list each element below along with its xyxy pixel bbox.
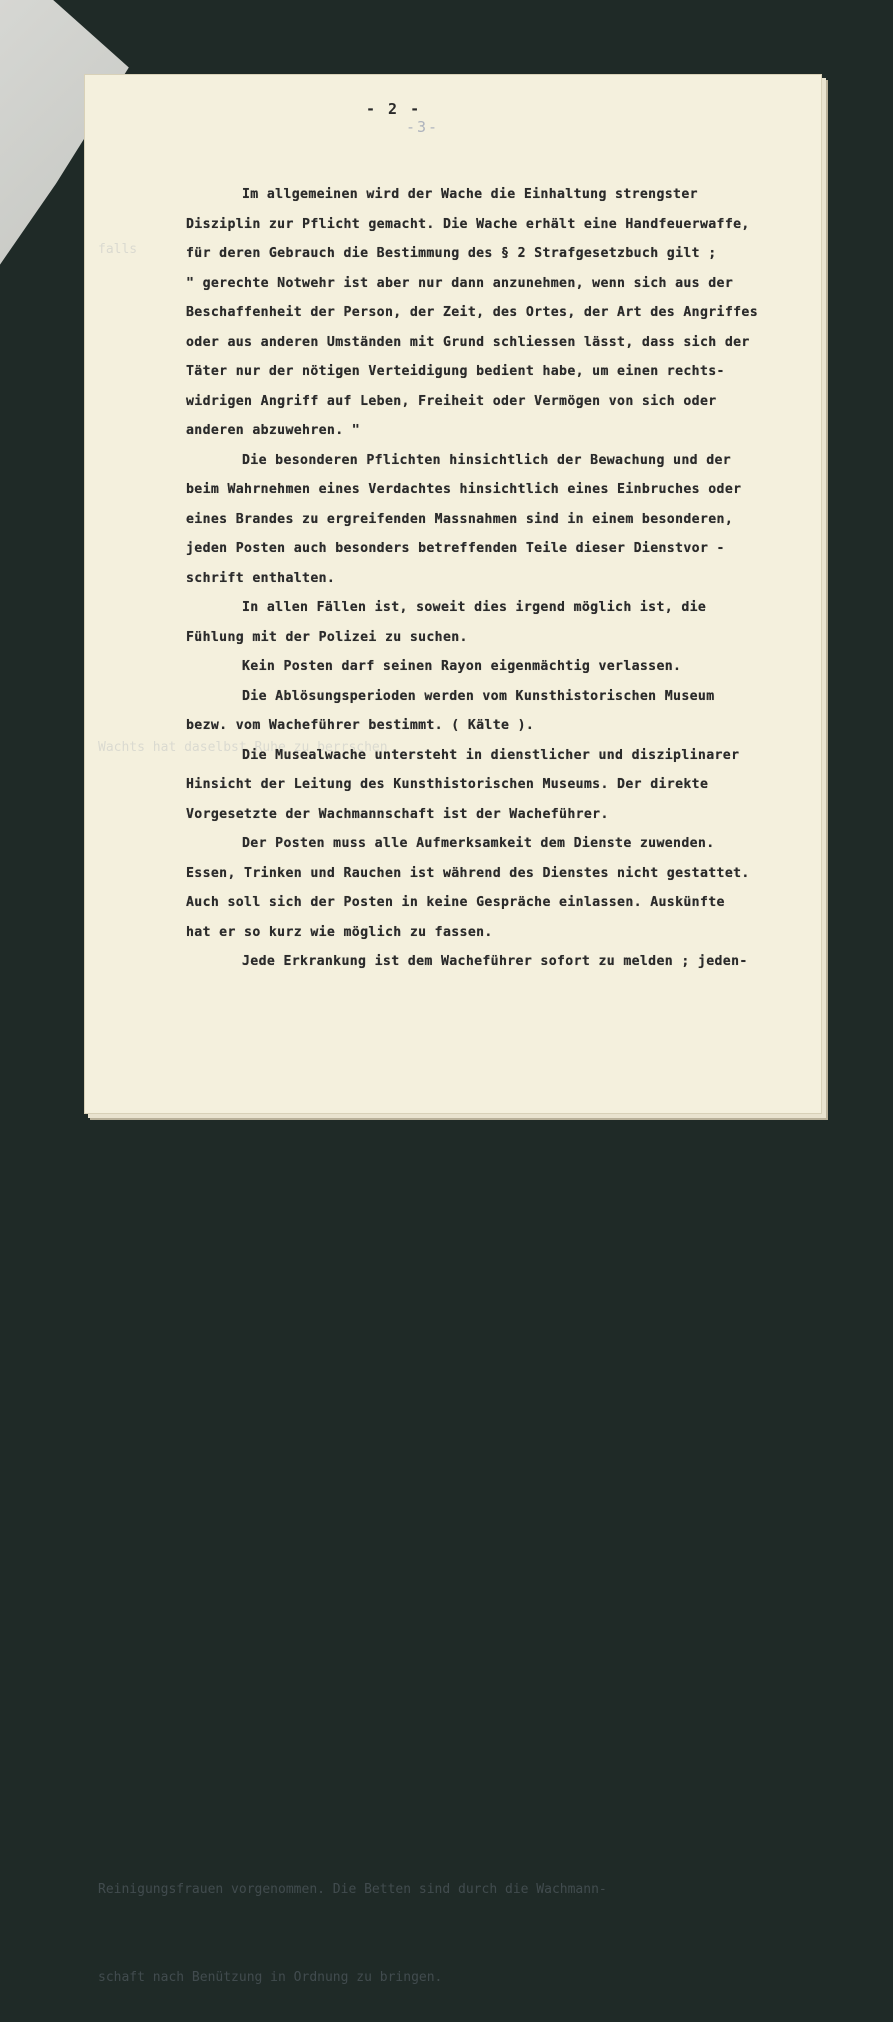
text-line: Im allgemeinen wird der Wache die Einhaltung strengster [242, 187, 698, 202]
text-line: jeden Posten auch besonders betreffenden Teile dieser Dienstvor - [186, 541, 725, 556]
text-line: bezw. vom Wacheführer bestimmt. ( Kälte ). [186, 718, 535, 733]
text-line: hat er so kurz wie möglich zu fassen. [186, 924, 493, 940]
text-line: Fühlung mit der Polizei zu suchen. [186, 629, 468, 645]
text-line: schrift enthalten. [186, 570, 336, 586]
ghost-page-number: -3- [406, 118, 440, 136]
ghost-line-27: Reinigungsfrauen vorgenommen. Die Betten sind durch die Wachmann- [98, 1882, 607, 1898]
text-line: oder aus anderen Umständen mit Grund schliessen lässt, dass sich der [186, 334, 750, 350]
ghost-line-28: schaft nach Benützung in Ordnung zu bringen. [98, 1970, 443, 1986]
text-line: Die Musealwache untersteht in dienstlicher und disziplinarer [242, 747, 740, 763]
text-line: In allen Fällen ist, soweit dies irgend möglich ist, die [242, 600, 707, 615]
text-line: Vorgesetzte der Wachmannschaft ist der Wacheführer. [186, 806, 609, 822]
text-line: " gerechte Notwehr ist aber nur dann anzunehmen, wenn sich aus der [186, 275, 734, 291]
text-line: für deren Gebrauch die Bestimmung des § 2 Strafgesetzbuch gilt ; [186, 246, 717, 261]
page-number: - 2 - [366, 100, 422, 118]
text-line: Der Posten muss alle Aufmerksamkeit dem Dienste zuwenden. [242, 836, 715, 851]
text-line: Beschaffenheit der Person, der Zeit, des Ortes, der Art des Angriffes [186, 305, 758, 320]
text-line: Die besonderen Pflichten hinsichtlich der Bewachung und der [242, 452, 732, 468]
text-line: eines Brandes zu ergreifenden Massnahmen sind in einem besonderen, [186, 511, 734, 527]
document-body [186, 180, 801, 977]
text-line: anderen abzuwehren. " [186, 423, 361, 438]
text-line: Hinsicht der Leitung des Kunsthistorischen Museums. Der direkte [186, 777, 709, 792]
ghost-line-0: falls [98, 241, 138, 257]
text-line: Täter nur der nötigen Verteidigung bedient habe, um einen rechts- [186, 364, 725, 379]
text-line: Disziplin zur Pflicht gemacht. Die Wache erhält eine Handfeuerwaffe, [186, 216, 750, 232]
text-line: Kein Posten darf seinen Rayon eigenmächtig verlassen. [242, 659, 682, 674]
text-line: Essen, Trinken und Rauchen ist während des Dienstes nicht gestattet. [186, 865, 750, 881]
text-line: beim Wahrnehmen eines Verdachtes hinsichtlich eines Einbruches oder [186, 482, 742, 497]
text-line: widrigen Angriff auf Leben, Freiheit oder Vermögen von sich oder [186, 393, 717, 409]
text-line: Die Ablösungsperioden werden vom Kunsthistorischen Museum [242, 688, 715, 704]
text-line: Auch soll sich der Posten in keine Gespräche einlassen. Auskünfte [186, 895, 725, 910]
ghost-line-8: Wachts hat daselbst Ruhe zu berrschen [98, 739, 388, 755]
text-line: Jede Erkrankung ist dem Wacheführer sofort zu melden ; jeden- [242, 954, 748, 969]
